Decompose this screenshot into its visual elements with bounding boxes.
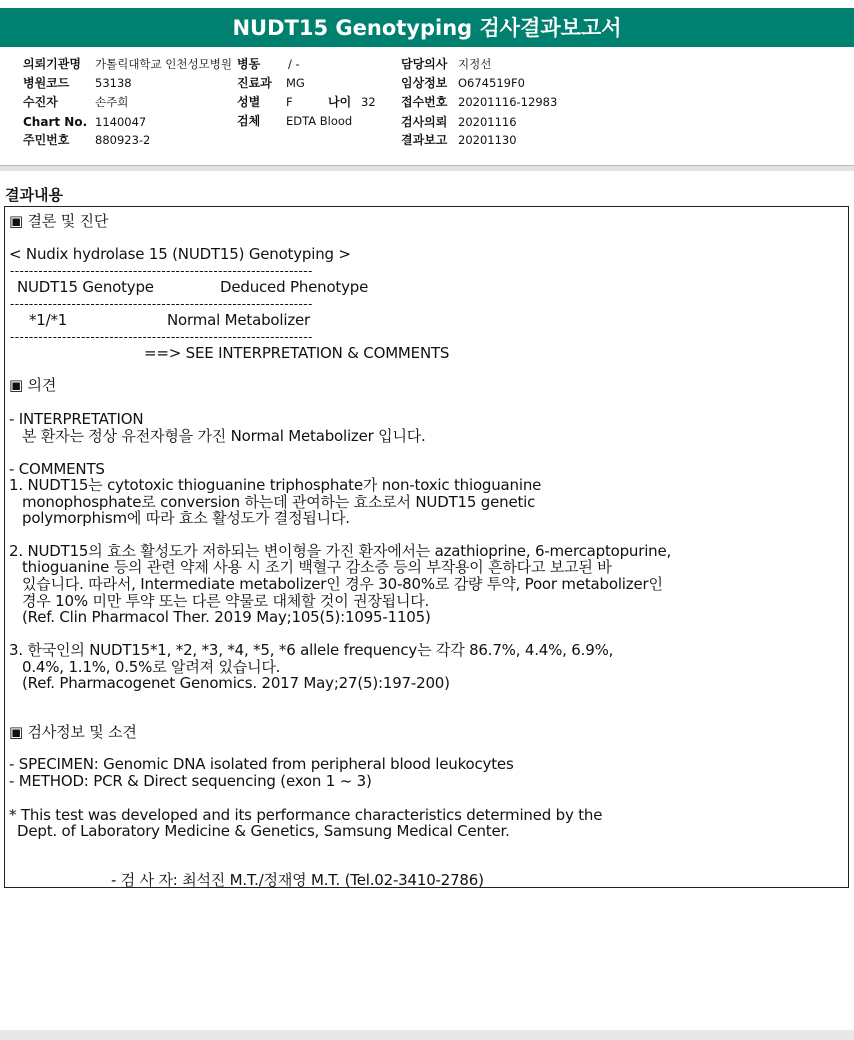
hospital-value: 가톨릭대학교 인천성모병원 xyxy=(95,57,232,71)
rrn-value: 880923-2 xyxy=(95,133,151,147)
doctor-label: 담당의사 xyxy=(401,57,448,71)
dash-divider-2: ---------------------------------------------------------------- xyxy=(10,297,313,311)
specimen-label: 검체 xyxy=(237,114,261,128)
dash-divider-3: ---------------------------------------------------------------- xyxy=(10,330,313,344)
method-line: - METHOD: PCR & Direct sequencing (exon 1 ~ 3) xyxy=(9,772,372,790)
phenotype-value: Normal Metabolizer xyxy=(167,311,310,329)
comment-3-reference: (Ref. Pharmacogenet Genomics. 2017 May;27(5):197-200) xyxy=(22,674,450,692)
results-section-title: 결과내용 xyxy=(5,186,63,204)
dept-label: 진료과 xyxy=(237,76,272,90)
sex-value: F xyxy=(286,95,293,109)
tester-line: - 검 사 자: 최석진 M.T./정재영 M.T. (Tel.02-3410-2786) xyxy=(111,871,484,889)
receipt-no-value: 20201116-12983 xyxy=(458,95,558,109)
hospital-code-value: 53138 xyxy=(95,76,132,90)
chart-no-value: 1140047 xyxy=(95,115,147,129)
comment-3-line-2: 0.4%, 1.1%, 0.5%로 알려져 있습니다. xyxy=(22,658,281,676)
note-line-2: Dept. of Laboratory Medicine & Genetics, Samsung Medical Center. xyxy=(17,822,510,840)
clinical-info-label: 임상정보 xyxy=(401,76,448,90)
receiver-label: 수진자 xyxy=(23,95,58,109)
sex-label: 성별 xyxy=(237,95,261,109)
ward-value: / - xyxy=(288,57,300,71)
results-box xyxy=(4,206,849,888)
specimen-value: EDTA Blood xyxy=(286,114,353,128)
report-date-value: 20201130 xyxy=(458,133,517,147)
test-name: < Nudix hydrolase 15 (NUDT15) Genotyping > xyxy=(9,245,351,263)
conclusion-heading: ▣ 결론 및 진단 xyxy=(9,212,109,230)
request-date-label: 검사의뢰 xyxy=(401,115,448,129)
ward-label: 병동 xyxy=(237,57,261,71)
comment-2-line-3: 있습니다. 따라서, Intermediate metabolizer인 경우 30-80%로 감량 투약, Poor metabolizer인 xyxy=(22,575,663,593)
see-interpretation-note: ==> SEE INTERPRETATION & COMMENTS xyxy=(144,344,450,362)
test-info-heading: ▣ 검사정보 및 소견 xyxy=(9,723,137,741)
dept-value: MG xyxy=(286,76,305,90)
comment-1-line-2: monophosphate로 conversion 하는데 관여하는 효소로서 NUDT15 genetic xyxy=(22,493,536,511)
separator-band xyxy=(0,166,854,171)
patient-info-panel xyxy=(0,52,854,166)
comment-1-line-3: polymorphism에 따라 효소 활성도가 결정됩니다. xyxy=(22,509,350,527)
receipt-no-label: 접수번호 xyxy=(401,95,448,109)
age-value: 32 xyxy=(361,95,376,109)
clinical-info-value: O674519F0 xyxy=(458,76,525,90)
comment-2-line-1: 2. NUDT15의 효소 활성도가 저하되는 변이형을 가진 환자에서는 azathioprine, 6-mercaptopurine, xyxy=(9,542,672,560)
receiver-value: 손주희 xyxy=(95,95,129,109)
hospital-label: 의뢰기관명 xyxy=(23,57,81,71)
phenotype-column-header: Deduced Phenotype xyxy=(220,278,369,296)
interpretation-text: 본 환자는 정상 유전자형을 가진 Normal Metabolizer 입니다. xyxy=(22,427,426,445)
comment-1-line-1: 1. NUDT15는 cytotoxic thioguanine triphosphate가 non-toxic thioguanine xyxy=(9,476,542,494)
request-date-value: 20201116 xyxy=(458,115,517,129)
genotype-value: *1/*1 xyxy=(29,311,68,329)
bottom-band xyxy=(0,1030,854,1040)
interpretation-title: - INTERPRETATION xyxy=(9,410,144,428)
doctor-value: 지정선 xyxy=(458,57,492,71)
genotype-column-header: NUDT15 Genotype xyxy=(17,278,154,296)
hospital-code-label: 병원코드 xyxy=(23,76,70,90)
comment-2-line-4: 경우 10% 미만 투약 또는 다른 약물로 대체할 것이 권장됩니다. xyxy=(22,592,430,610)
comments-title: - COMMENTS xyxy=(9,460,105,478)
comment-2-line-2: thioguanine 등의 관련 약제 사용 시 조기 백혈구 감소증 등의 부작용이 흔하다고 보고된 바 xyxy=(22,558,612,576)
specimen-line: - SPECIMEN: Genomic DNA isolated from peripheral blood leukocytes xyxy=(9,755,514,773)
chart-no-label: Chart No. xyxy=(23,115,88,129)
comment-2-reference: (Ref. Clin Pharmacol Ther. 2019 May;105(5):1095-1105) xyxy=(22,608,431,626)
report-date-label: 결과보고 xyxy=(401,133,448,147)
dash-divider-1: ---------------------------------------------------------------- xyxy=(10,264,313,278)
rrn-label: 주민번호 xyxy=(23,133,70,147)
age-label: 나이 xyxy=(328,95,352,109)
report-title: NUDT15 Genotyping 검사결과보고서 xyxy=(0,8,854,47)
comment-3-line-1: 3. 한국인의 NUDT15*1, *2, *3, *4, *5, *6 allele frequency는 각각 86.7%, 4.4%, 6.9%, xyxy=(9,641,614,659)
note-line-1: * This test was developed and its performance characteristics determined by the xyxy=(9,806,603,824)
opinion-heading: ▣ 의견 xyxy=(9,376,57,394)
